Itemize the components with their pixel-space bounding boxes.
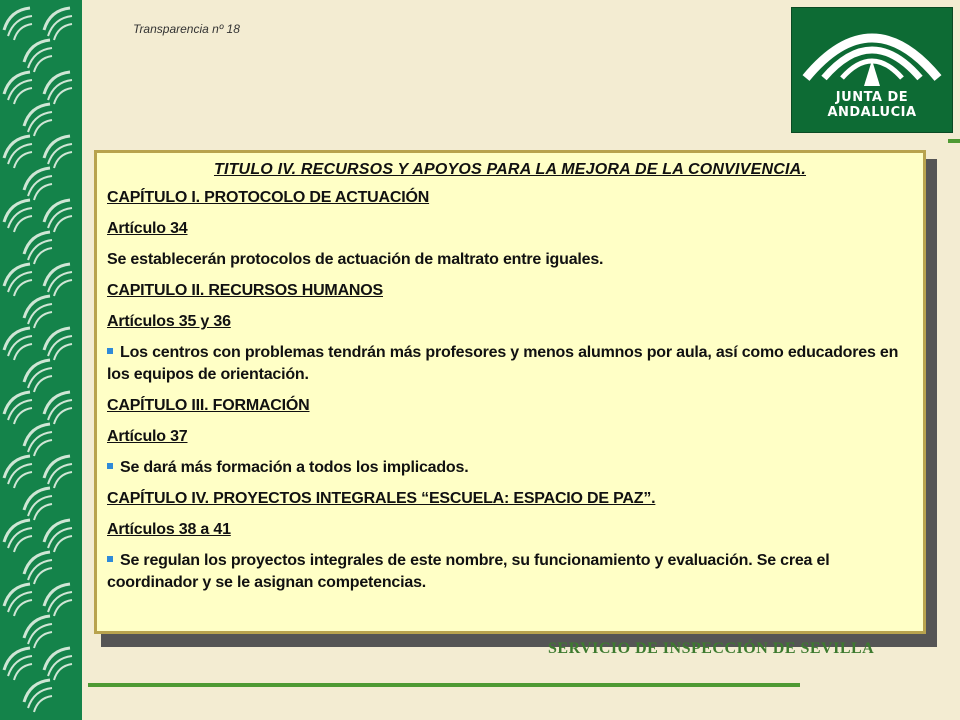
logo-text: JUNTA DE ANDALUCIA — [827, 90, 917, 120]
bullet-item — [107, 342, 913, 386]
bullet-text: Los centros con problemas tendrán más profesores y menos alumnos por aula, así como educadores en los equipos de orientación. — [107, 344, 899, 383]
bullet-icon — [107, 556, 113, 562]
accent-line-bottom — [88, 683, 800, 687]
section-title: TITULO IV. RECURSOS Y APOYOS PARA LA MEJORA DE LA CONVIVENCIA. — [213, 161, 807, 178]
chapter-heading: CAPÍTULO I. PROTOCOLO DE ACTUACIÓN — [107, 189, 430, 206]
bullet-item — [107, 457, 913, 479]
chapter-heading: CAPÍTULO III. FORMACIÓN — [107, 397, 310, 414]
bullet-icon — [107, 463, 113, 469]
article-heading: Artículo 34 — [107, 220, 188, 237]
arc-pattern-icon — [0, 0, 82, 720]
decorative-left-strip — [0, 0, 82, 720]
bullet-text: Se dará más formación a todos los implicados. — [120, 459, 469, 476]
service-footer-text: SERVICIO DE INSPECCIÓN DE SEVILLA — [548, 640, 875, 657]
accent-line-top — [948, 139, 960, 143]
bullet-text: Se regulan los proyectos integrales de este nombre, su funcionamiento y evaluación. Se crea el coordinador y se le asignan competencias. — [107, 552, 830, 591]
chapter-heading: CAPÍTULO IV. PROYECTOS INTEGRALES “ESCUELA: ESPACIO DE PAZ”. — [107, 490, 656, 507]
bullet-item — [107, 550, 913, 594]
article-text: Se establecerán protocolos de actuación de maltrato entre iguales. — [107, 251, 604, 268]
article-heading: Artículos 38 a 41 — [107, 521, 231, 538]
chapter-heading: CAPITULO II. RECURSOS HUMANOS — [107, 282, 383, 299]
slide-number: Transparencia nº 18 — [133, 22, 240, 36]
article-heading: Artículo 37 — [107, 428, 188, 445]
bullet-icon — [107, 348, 113, 354]
content-panel — [94, 150, 926, 634]
article-heading: Artículos 35 y 36 — [107, 313, 231, 330]
junta-andalucia-logo — [791, 7, 953, 133]
